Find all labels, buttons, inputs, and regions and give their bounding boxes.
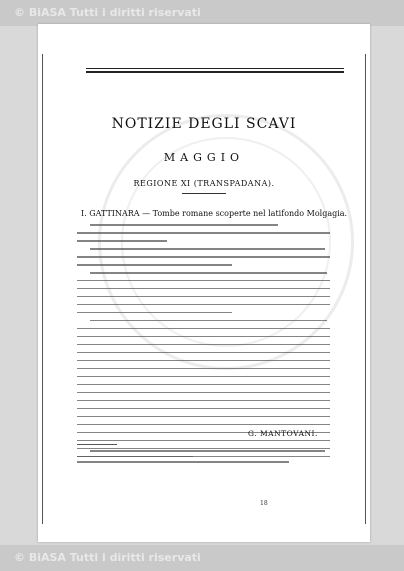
footnote-block (77, 450, 335, 467)
text-line (77, 456, 330, 458)
text-line (77, 448, 330, 450)
text-line (90, 224, 278, 226)
region-heading: REGIONE XI (TRANSPADANA). (133, 179, 275, 188)
text-line (77, 336, 330, 338)
text-line (77, 400, 330, 402)
document-page (38, 24, 370, 542)
copyright-watermark-top: © BiASA Tutti i diritti riservati (14, 6, 201, 19)
text-line (77, 304, 330, 306)
text-line (77, 368, 330, 370)
text-line (77, 424, 330, 426)
page-title: NOTIZIE DEGLI SCAVI (111, 116, 297, 132)
text-line (77, 392, 330, 394)
text-line (77, 416, 330, 418)
text-line (77, 440, 330, 442)
text-line (77, 352, 330, 354)
text-line (77, 384, 330, 386)
text-line (77, 408, 330, 410)
footnote-rule (77, 444, 117, 445)
text-line (77, 344, 330, 346)
text-line (77, 312, 232, 314)
text-line (90, 272, 327, 274)
month-heading: MAGGIO (163, 151, 245, 164)
region-rule (182, 193, 226, 194)
text-line (90, 450, 325, 452)
text-line (90, 248, 325, 250)
text-line (90, 320, 327, 322)
text-line (77, 264, 232, 266)
entry-heading: I. GATTINARA — Tombe romane scoperte nel latifondo Molgagia. (81, 209, 348, 218)
body-text-block (77, 224, 335, 464)
header-rule-thin (86, 68, 344, 69)
text-line (77, 232, 330, 234)
text-line (77, 240, 167, 242)
text-line (77, 376, 330, 378)
watermark-band-top (0, 0, 404, 26)
author-signature: G. MANTOVANI. (248, 429, 318, 438)
text-line (77, 288, 330, 290)
text-line (77, 280, 330, 282)
watermark-band-bottom (0, 545, 404, 571)
text-line (77, 256, 330, 258)
copyright-watermark-bottom: © BiASA Tutti i diritti riservati (14, 551, 201, 564)
text-line (77, 296, 330, 298)
page-number: 18 (260, 500, 268, 507)
text-line (77, 328, 330, 330)
header-rule-thick (86, 71, 344, 73)
text-line (77, 360, 330, 362)
text-line (77, 461, 289, 463)
